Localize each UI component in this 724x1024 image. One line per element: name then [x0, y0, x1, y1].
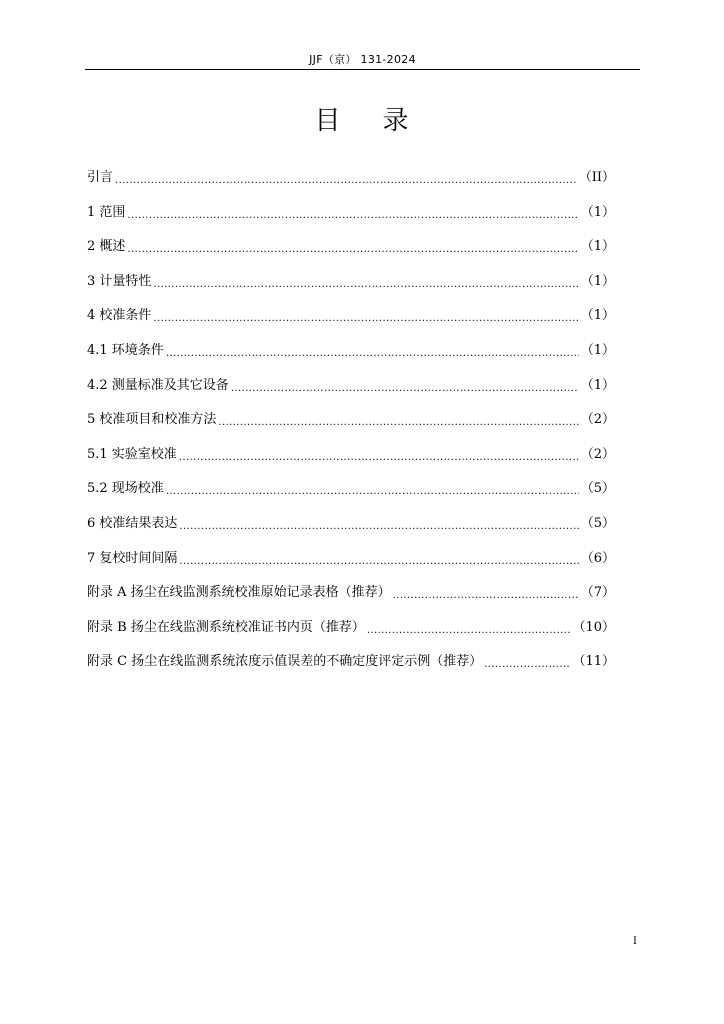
toc-entry-page: （1）	[580, 377, 615, 393]
toc-leader-dots	[231, 383, 579, 397]
title-char-1: 目	[314, 106, 343, 136]
toc-entry-page: （II）	[578, 170, 615, 185]
toc-entry-label: 3 计量特性	[87, 273, 152, 289]
toc-entry-page: （10）	[572, 619, 615, 635]
title-char-2: 录	[382, 106, 411, 136]
toc-leader-dots	[166, 348, 579, 362]
toc-entry-result-expression[interactable]	[87, 512, 615, 547]
toc-entry-page: （1）	[580, 204, 615, 220]
toc-entry-scope[interactable]	[87, 201, 615, 236]
toc-entry-overview[interactable]	[87, 235, 615, 270]
page-title	[85, 100, 640, 137]
toc-leader-dots	[115, 175, 577, 189]
toc-entry-page: （5）	[580, 515, 615, 531]
page-number: I	[633, 936, 637, 947]
toc-entry-label: 7 复校时间间隔	[87, 550, 178, 566]
toc-entry-page: （1）	[580, 342, 615, 358]
toc-entry-page: （1）	[580, 239, 615, 255]
toc-leader-dots	[166, 486, 579, 500]
toc-entry-label: 5 校准项目和校准方法	[87, 412, 217, 428]
toc-entry-preface[interactable]	[87, 166, 615, 201]
toc-entry-metrological-characteristics[interactable]	[87, 270, 615, 305]
toc-entry-environmental-conditions[interactable]	[87, 339, 615, 374]
toc-leader-dots	[179, 521, 578, 535]
toc-entry-label: 附录 A 扬尘在线监测系统校准原始记录表格（推荐）	[87, 585, 391, 601]
toc-entry-label: 引言	[87, 170, 114, 185]
toc-leader-dots	[393, 590, 579, 604]
toc-entry-label: 5.2 现场校准	[87, 481, 164, 497]
toc-leader-dots	[153, 279, 578, 293]
toc-entry-label: 6 校准结果表达	[87, 515, 178, 531]
toc-leader-dots	[179, 556, 578, 570]
toc-entry-label: 附录 B 扬尘在线监测系统校准证书内页（推荐）	[87, 619, 365, 635]
toc-leader-dots	[179, 452, 579, 466]
toc-entry-page: （7）	[580, 585, 615, 601]
toc-entry-label: 4.1 环境条件	[87, 342, 164, 358]
toc-entry-calibration-items-methods[interactable]	[87, 408, 615, 443]
toc-entry-label: 2 概述	[87, 239, 126, 255]
toc-leader-dots	[218, 417, 578, 431]
toc-entry-measurement-standards[interactable]	[87, 374, 615, 409]
toc-entry-appendix-a[interactable]	[87, 581, 615, 616]
toc-leader-dots	[367, 625, 571, 639]
toc-entry-label: 4 校准条件	[87, 308, 152, 324]
document-code-header: JJF（京） 131-2024	[309, 53, 416, 66]
header-divider	[85, 69, 640, 70]
toc-entry-page: （2）	[580, 446, 615, 462]
toc-entry-appendix-b[interactable]	[87, 616, 615, 651]
toc-entry-appendix-c[interactable]	[87, 650, 615, 685]
toc-leader-dots	[127, 244, 578, 258]
toc-entry-label: 5.1 实验室校准	[87, 446, 177, 462]
toc-entry-label: 附录 C 扬尘在线监测系统浓度示值误差的不确定度评定示例（推荐）	[87, 654, 483, 670]
toc-entry-recalibration-interval[interactable]	[87, 547, 615, 582]
toc-entry-calibration-conditions[interactable]	[87, 304, 615, 339]
toc-leader-dots	[127, 210, 578, 224]
toc-entry-label: 1 范围	[87, 204, 126, 220]
toc-entry-page: （2）	[580, 412, 615, 428]
toc-entry-page: （6）	[580, 550, 615, 566]
toc-entry-field-calibration[interactable]	[87, 477, 615, 512]
toc-leader-dots	[153, 313, 578, 327]
toc-leader-dots	[484, 659, 570, 673]
toc-entry-page: （11）	[572, 654, 615, 670]
toc-entry-page: （1）	[580, 308, 615, 324]
toc-entry-page: （1）	[580, 273, 615, 289]
toc-entry-page: （5）	[580, 481, 615, 497]
toc-entry-label: 4.2 测量标准及其它设备	[87, 377, 229, 393]
table-of-contents	[87, 166, 615, 685]
toc-entry-laboratory-calibration[interactable]	[87, 443, 615, 478]
